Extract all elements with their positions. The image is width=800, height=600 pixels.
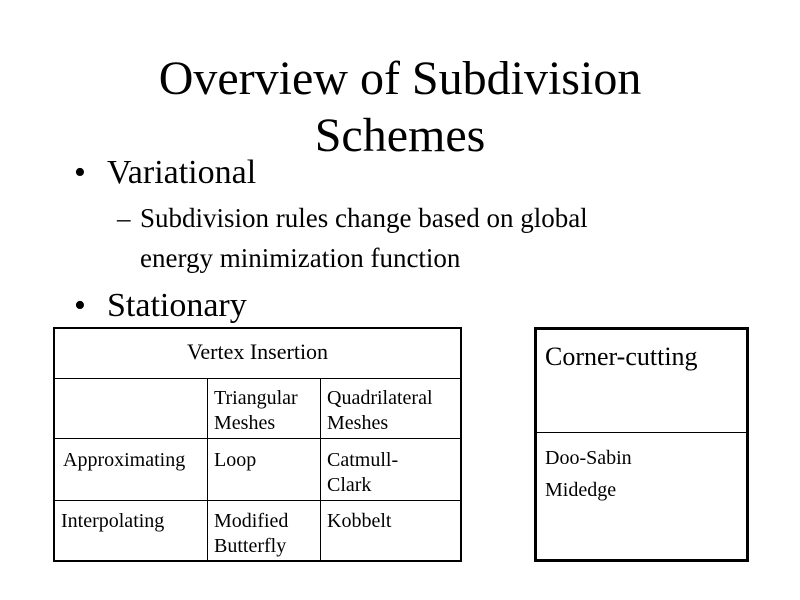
sub-bullet-line1: Subdivision rules change based on global: [140, 203, 588, 233]
slide-title-line2: Schemes: [314, 109, 486, 162]
bullet-marker: •: [74, 154, 86, 191]
cell-catmull-clark: Catmull- Clark: [327, 449, 399, 496]
list-item: Midedge: [545, 479, 617, 501]
vertex-insertion-table: [53, 327, 462, 562]
corner-cutting-list: [539, 438, 638, 510]
col-header-triangular: Triangular Meshes: [214, 387, 298, 434]
table-header: Vertex Insertion: [186, 339, 329, 364]
row-label-approximating: Approximating: [63, 449, 186, 471]
bullet-stationary: Stationary: [107, 287, 247, 324]
slide-title-line1: Overview of Subdivision: [158, 52, 642, 105]
col-header-quadrilateral: Quadrilateral Meshes: [327, 387, 433, 434]
table-header: Corner-cutting: [545, 342, 698, 371]
list-item: Doo-Sabin: [545, 447, 632, 469]
cell-modified-butterfly: Modified Butterfly: [214, 510, 289, 557]
sub-bullet-marker: –: [117, 203, 131, 233]
corner-cutting-table: [534, 327, 749, 562]
sub-bullet-line2: energy minimization function: [140, 243, 461, 273]
cell-loop: Loop: [214, 449, 257, 471]
bullet-variational: Variational: [107, 154, 257, 191]
bullet-marker: •: [74, 287, 86, 324]
row-label-interpolating: Interpolating: [61, 510, 165, 532]
cell-kobbelt: Kobbelt: [327, 510, 392, 532]
